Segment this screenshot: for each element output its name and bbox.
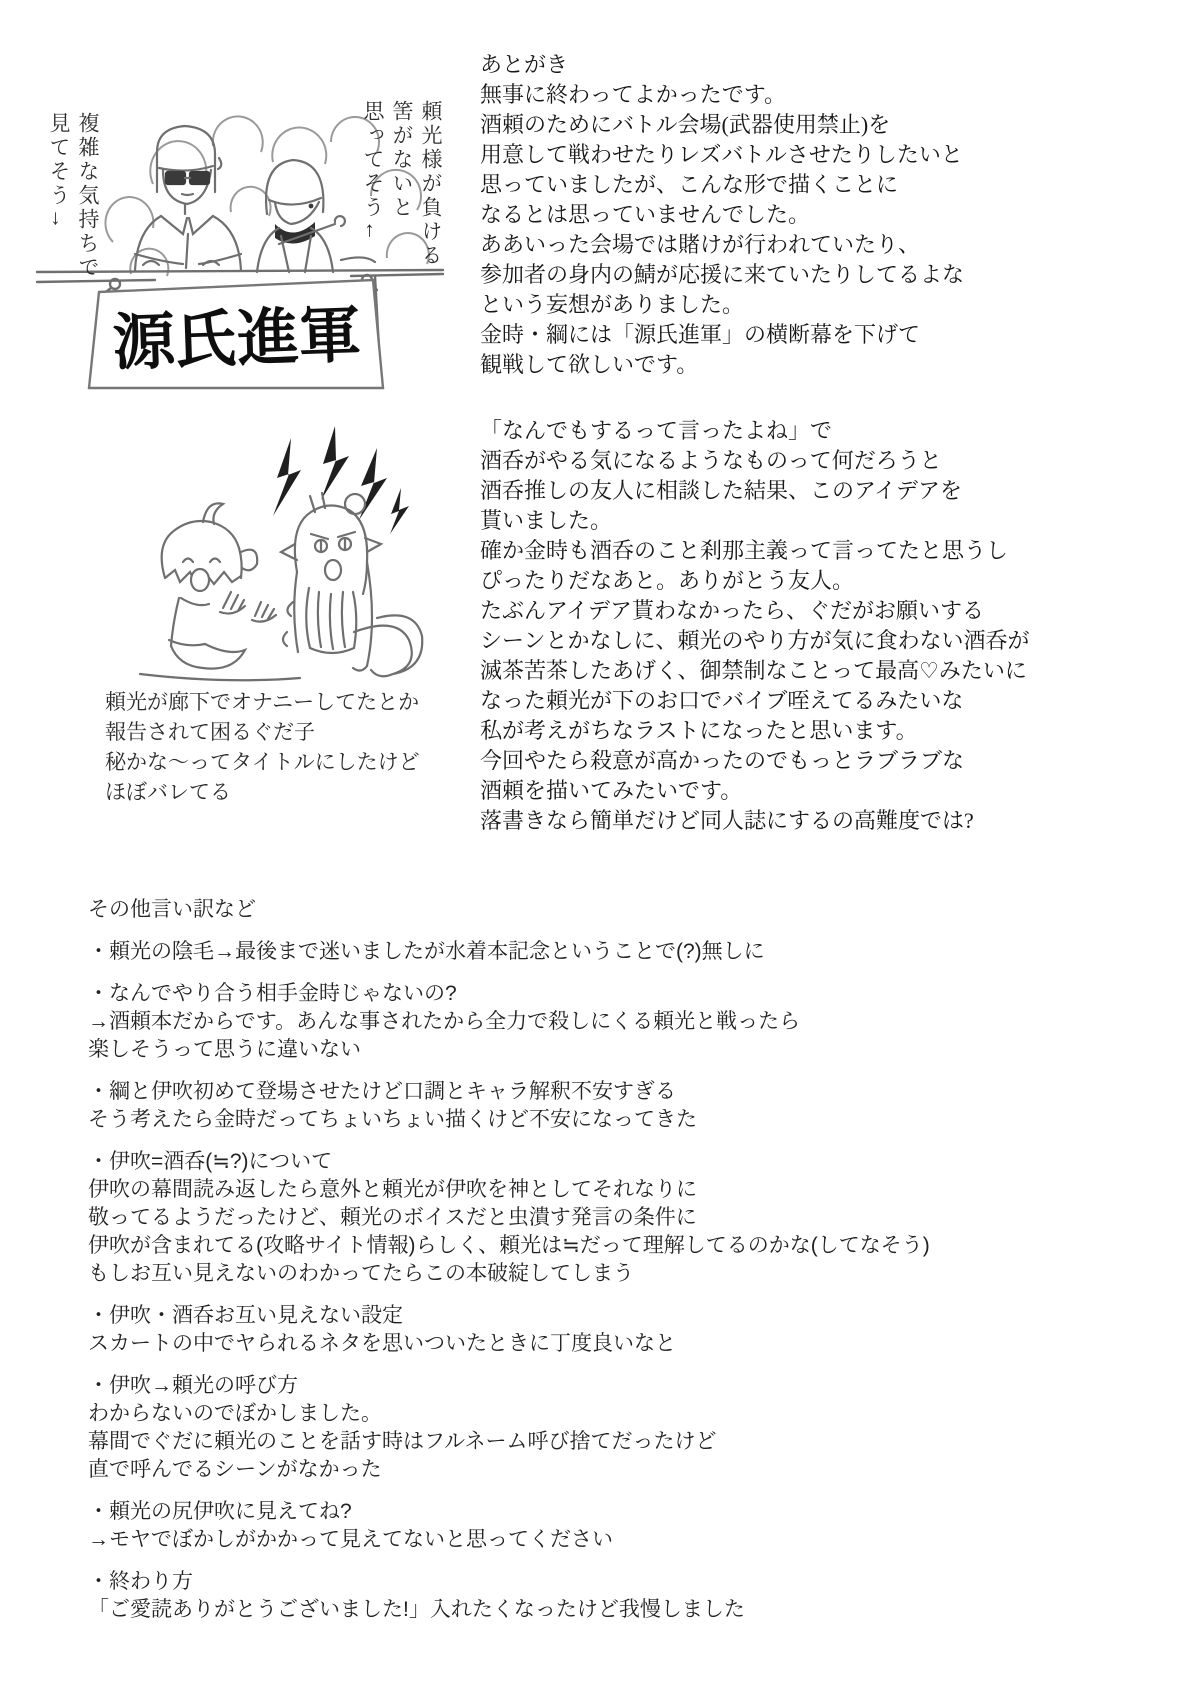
text-line: 「ご愛読ありがとうございました!」入れたくなったけど我慢しました <box>88 1598 745 1621</box>
note-group <box>88 1148 1108 1288</box>
text-line: ・伊吹→頼光の呼び方 <box>88 1374 298 1397</box>
text-line: ・頼光の尻伊吹に見えてね? <box>88 1500 352 1523</box>
text-line: 楽しそうって思うに違いない <box>88 1038 361 1061</box>
text-line: 思っていましたが、こんな形で描くことに <box>480 172 899 197</box>
notes-section <box>88 896 1108 1638</box>
gudako-figure <box>140 503 300 680</box>
text-line: ぴったりだなあと。ありがとう友人。 <box>480 568 855 593</box>
text-line: なるとは思っていませんでした。 <box>480 202 811 227</box>
text-line: ・伊吹=酒呑(≒?)について <box>88 1150 333 1173</box>
text-line: もしお互い見えないのわかってたらこの本破綻してしまう <box>88 1262 634 1285</box>
text-line: 「なんでもするって言ったよね」で <box>480 418 833 443</box>
notes-heading: その他言い訳など <box>88 898 256 921</box>
text-line: 報告されて困るぐだ子 <box>105 721 315 744</box>
text-line: 私が考えがちなラストになったと思います。 <box>480 718 918 743</box>
notes-list <box>88 938 1108 1624</box>
text-line: 観戦して欲しいです。 <box>480 352 699 377</box>
text-line: 滅茶苦茶したあげく、御禁制なことって最高♡みたいに <box>480 658 1027 683</box>
text-line: 貰いました。 <box>480 508 613 533</box>
chibi-illustration <box>95 420 430 695</box>
text-line: 確か金時も酒呑のこと刹那主義って言ってたと思うし <box>480 538 1009 563</box>
text-line: 思ってそう← <box>361 100 384 244</box>
text-line: →モヤでぼかしがかかって見えてないと思ってください <box>88 1528 613 1551</box>
text-line: 今回やたら殺意が高かったのでもっとラブラブな <box>480 748 965 773</box>
text-line: ほぼバレてる <box>105 781 231 804</box>
text-line: →酒頼本だからです。あんな事されたから全力で殺しにくる頼光と戦ったら <box>88 1010 801 1033</box>
text-line: 参加者の身内の鯖が応援に来ていたりしてるよな <box>480 262 965 287</box>
afterword-block2 <box>480 416 1030 836</box>
text-line: ・頼光の陰毛→最後まで迷いましたが水着本記念ということで(?)無しに <box>88 940 765 963</box>
text-line: 頼光が廊下でオナニーしてたとか <box>105 691 420 714</box>
text-line: そう考えたら金時だってちょいちょい描くけど不安になってきた <box>88 1108 697 1131</box>
text-line: 酒頼のためにバトル会場(武器使用禁止)を <box>480 112 891 137</box>
note-group <box>88 1568 1108 1624</box>
anger-lightning-bolts <box>273 426 409 534</box>
text-line: 伊吹の幕間読み返したら意外と頼光が伊吹を神としてそれなりに <box>88 1178 697 1201</box>
text-line: 金時・綱には「源氏進軍」の横断幕を下げて <box>480 322 921 347</box>
text-line: ああいった会場では賭けが行われていたり、 <box>480 232 921 257</box>
note-group <box>88 1302 1108 1358</box>
note-group <box>88 980 1108 1064</box>
text-line: 見てそう→ <box>47 112 70 232</box>
banner-text: 源氏進軍 <box>111 301 362 379</box>
note-group <box>88 938 1108 966</box>
vertical-note-left <box>44 112 102 372</box>
text-line: 筈がないと <box>390 100 413 220</box>
text-line: シーンとかなしに、頼光のやり方が気に食わない酒呑が <box>480 628 1030 653</box>
text-line: ・伊吹・酒呑お互い見えない設定 <box>88 1304 403 1327</box>
text-line: たぶんアイデア貰わなかったら、ぐだがお願いする <box>480 598 985 623</box>
text-line: 直で呼んでるシーンがなかった <box>88 1458 382 1481</box>
text-line: ・なんでやり合う相手金時じゃないの? <box>88 982 457 1005</box>
text-line: 酒呑がやる気になるようなものって何だろうと <box>480 448 942 473</box>
chibi-caption <box>105 688 420 808</box>
chibi-sketch <box>95 420 430 695</box>
text-line: ・綱と伊吹初めて登場させたけど口調とキャラ解釈不安すぎる <box>88 1080 676 1103</box>
ibuki-figure <box>281 493 422 676</box>
text-line: 秘かな〜ってタイトルにしたけど <box>105 751 420 774</box>
note-group <box>88 1372 1108 1484</box>
note-group <box>88 1498 1108 1554</box>
text-line: 伊吹が含まれてる(攻略サイト情報)らしく、頼光は≒だって理解してるのかな(してなそう) <box>88 1234 930 1257</box>
text-line: という妄想がありました。 <box>480 292 745 317</box>
afterword-title: あとがき <box>480 52 569 77</box>
banner <box>89 280 383 388</box>
vertical-note-right <box>358 100 445 360</box>
text-line: 無事に終わってよかったです。 <box>480 82 787 107</box>
text-line: 酒頼を描いてみたいです。 <box>480 778 743 803</box>
text-line: 複雑な気持ちで <box>76 112 99 280</box>
text-line: 酒呑推しの友人に相談した結果、このアイデアを <box>480 478 963 503</box>
note-group <box>88 1078 1108 1134</box>
text-line: なった頼光が下のお口でバイブ咥えてるみたいな <box>480 688 964 713</box>
text-line: 用意して戦わせたりレズバトルさせたりしたいと <box>480 142 963 167</box>
afterword-text <box>480 50 1030 836</box>
text-line: 幕間でぐだに頼光のことを話す時はフルネーム呼び捨てだったけど <box>88 1430 717 1453</box>
text-line: ・終わり方 <box>88 1570 193 1593</box>
text-line: 落書きなら簡単だけど同人誌にするの高難度では? <box>480 808 974 833</box>
text-line: 頼光様が負ける <box>419 100 442 268</box>
afterword-block1 <box>480 80 1025 380</box>
text-line: わからないのでぼかしました。 <box>88 1402 382 1425</box>
text-line: 敬ってるようだったけど、頼光のボイスだと虫潰す発言の条件に <box>88 1206 697 1229</box>
text-line: スカートの中でヤられるネタを思いついたときに丁度良いなと <box>88 1332 676 1355</box>
